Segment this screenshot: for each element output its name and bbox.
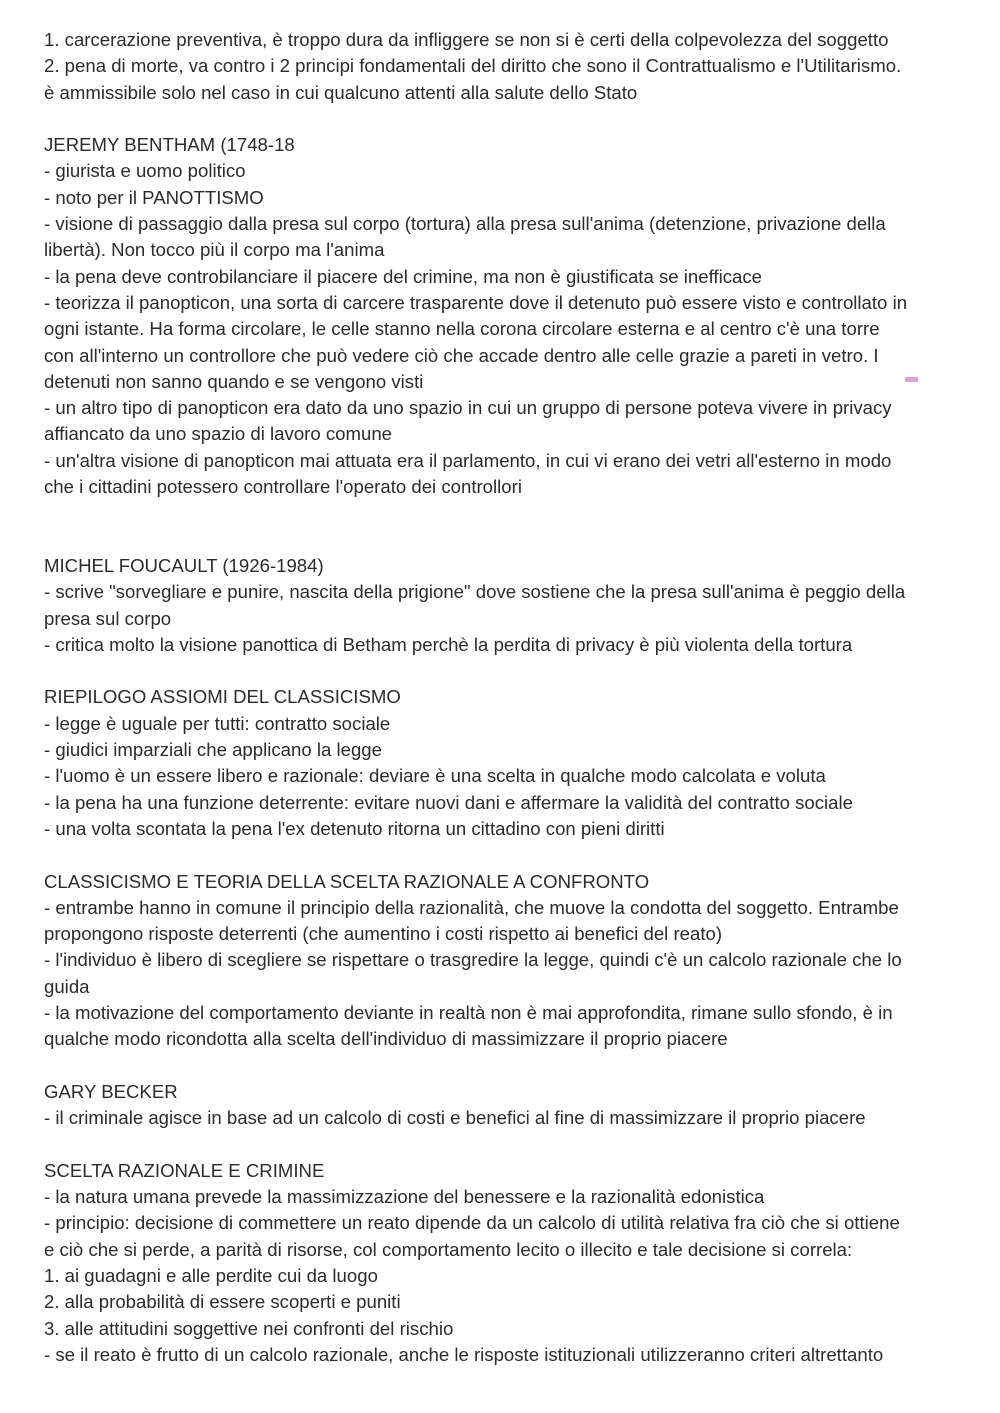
text-line: qualche modo ricondotta alla scelta dell'individuo di massimizzare il proprio piacere: [44, 1028, 728, 1050]
section-heading: GARY BECKER: [44, 1080, 178, 1102]
text-line: con all'interno un controllore che può vedere ciò che accade dentro alle celle grazie a pareti in vetro. I: [44, 344, 879, 366]
text-line: che i cittadini potessero controllare l'operato dei controllori: [44, 476, 522, 498]
text-line: - un altro tipo di panopticon era dato da uno spazio in cui un gruppo di persone poteva vivere in privacy: [44, 397, 892, 419]
becker-section: [44, 1079, 964, 1132]
section-heading: CLASSICISMO E TEORIA DELLA SCELTA RAZIONALE A CONFRONTO: [44, 870, 650, 892]
text-line: - scrive "sorvegliare e punire, nascita della prigione" dove sostiene che la presa sull'anima è peggio della: [44, 581, 906, 603]
text-line: è ammissibile solo nel caso in cui qualcuno attenti alla salute dello Stato: [44, 81, 638, 103]
text-line: - un'altra visione di panopticon mai attuata era il parlamento, in cui vi erano dei vetri all'esterno in modo: [44, 449, 892, 471]
document-page: [44, 27, 964, 1368]
text-line: - il criminale agisce in base ad un calcolo di costi e benefici al fine di massimizzare il proprio piacere: [44, 1107, 866, 1129]
text-line: - legge è uguale per tutti: contratto sociale: [44, 712, 391, 734]
text-line: - la pena deve controbilanciare il piacere del crimine, ma non è giustificata se inefficace: [44, 265, 762, 287]
text-line: - teorizza il panopticon, una sorta di carcere trasparente dove il detenuto può essere visto e controllato in: [44, 291, 908, 313]
text-line: 1. ai guadagni e alle perdite cui da luogo: [44, 1264, 378, 1286]
text-line: affiancato da uno spazio di lavoro comune: [44, 423, 393, 445]
text-line: - la pena ha una funzione deterrente: evitare nuovi dani e affermare la validità del contratto sociale: [44, 791, 853, 813]
bentham-section: [44, 132, 964, 500]
text-line: - giudici imparziali che applicano la legge: [44, 739, 382, 761]
text-line: detenuti non sanno quando e se vengono visti: [44, 370, 424, 392]
section-heading: SCELTA RAZIONALE E CRIMINE: [44, 1159, 325, 1181]
text-line: - critica molto la visione panottica di Betham perchè la perdita di privacy è più violenta della tortura: [44, 633, 853, 655]
riepilogo-section: [44, 684, 964, 842]
text-line: ogni istante. Ha forma circolare, le celle stanno nella corona circolare esterna e al centro c'è una torre: [44, 318, 880, 340]
spacer: [44, 500, 964, 553]
spacer: [44, 106, 964, 132]
text-line: e ciò che si perde, a parità di risorse, col comportamento lecito o illecito e tale decisione si correla:: [44, 1238, 853, 1260]
text-line: guida: [44, 975, 90, 997]
text-line: - visione di passaggio dalla presa sul corpo (tortura) alla presa sull'anima (detenzione, privazione della: [44, 213, 886, 235]
text-line: - la motivazione del comportamento deviante in realtà non è mai approfondita, rimane sullo sfondo, è in: [44, 1001, 893, 1023]
text-line: 2. alla probabilità di essere scoperti e puniti: [44, 1291, 401, 1313]
text-line: 3. alle attitudini soggettive nei confronti del rischio: [44, 1317, 454, 1339]
text-line: propongono risposte deterrenti (che aumentino i costi rispetto ai benefici del reato): [44, 923, 723, 945]
text-line: - una volta scontata la pena l'ex detenuto ritorna un cittadino con pieni diritti: [44, 817, 665, 839]
text-line: - l'uomo è un essere libero e razionale: deviare è una scelta in qualche modo calcolata e voluta: [44, 765, 826, 787]
foucault-section: [44, 553, 964, 658]
text-line: - giurista e uomo politico: [44, 160, 246, 182]
text-line: - entrambe hanno in comune il principio della razionalità, che muove la condotta del soggetto. Entrambe: [44, 896, 899, 918]
intro-section: [44, 27, 964, 106]
section-heading: JEREMY BENTHAM (1748-18: [44, 134, 295, 156]
confronto-section: [44, 869, 964, 1053]
text-line: 2. pena di morte, va contro i 2 principi fondamentali del diritto che sono il Contrattualismo e l'Utilitarismo.: [44, 55, 902, 77]
text-line: - noto per il PANOTTISMO: [44, 186, 264, 208]
text-line: - principio: decisione di commettere un reato dipende da un calcolo di utilità relativa fra ciò che si ottiene: [44, 1212, 900, 1234]
spacer: [44, 1053, 964, 1079]
text-line: - la natura umana prevede la massimizzazione del benessere e la razionalità edonistica: [44, 1186, 765, 1208]
section-heading: RIEPILOGO ASSIOMI DEL CLASSICISMO: [44, 686, 401, 708]
spacer: [44, 842, 964, 868]
highlight-mark: [905, 377, 918, 382]
spacer: [44, 658, 964, 684]
section-heading: MICHEL FOUCAULT (1926-1984): [44, 554, 324, 576]
spacer: [44, 1131, 964, 1157]
text-line: - l'individuo è libero di scegliere se rispettare o trasgredire la legge, quindi c'è un calcolo razionale che lo: [44, 949, 902, 971]
text-line: 1. carcerazione preventiva, è troppo dura da infliggere se non si è certi della colpevolezza del soggetto: [44, 29, 889, 50]
text-line: - se il reato è frutto di un calcolo razionale, anche le risposte istituzionali utilizzeranno criteri altrettanto: [44, 1343, 884, 1365]
text-line: presa sul corpo: [44, 607, 172, 629]
scelta-section: [44, 1158, 964, 1368]
text-line: libertà). Non tocco più il corpo ma l'anima: [44, 239, 385, 261]
